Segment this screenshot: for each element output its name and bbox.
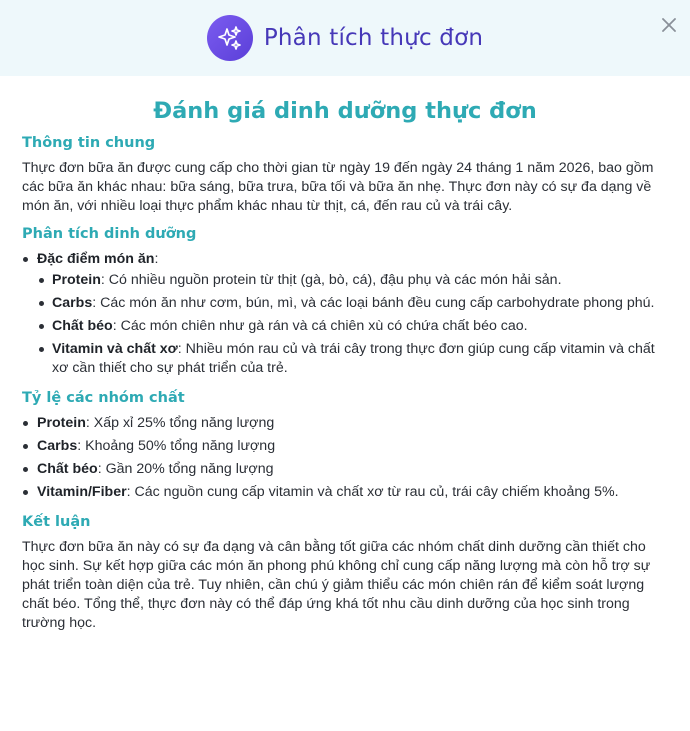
- section-general: [22, 135, 668, 216]
- close-icon: [662, 18, 676, 32]
- section-title-ratio: Tỷ lệ các nhóm chất: [22, 390, 185, 406]
- conclusion-text: Thực đơn bữa ăn này có sự đa dạng và cân bằng tốt giữa các nhóm chất dinh dưỡng cần thiết cho học sinh. Sự kết hợp giữa các món ăn phong phú không chỉ cung cấp năng lượng mà còn hỗ trợ sự phát triển toàn diện của trẻ. Tuy nhiên, cần chú ý giảm thiểu các món chiên rán để kiểm soát lượng chất béo. Tổng thể, thực đơn này có thể đáp ứng khá tốt nhu cầu dinh dưỡng của học sinh trong trường học.: [22, 539, 651, 631]
- list-item: [22, 460, 668, 479]
- item-label: Vitamin/Fiber: [37, 484, 127, 500]
- item-label: Protein: [52, 272, 101, 288]
- bullet-suffix: :: [154, 251, 159, 267]
- item-text: : Gần 20% tổng năng lượng: [97, 461, 274, 477]
- item-text: : Các món ăn như cơm, bún, mì, và các loại bánh đều cung cấp carbohydrate phong phú.: [92, 295, 655, 311]
- item-label: Protein: [37, 415, 86, 431]
- list-item: [22, 414, 668, 433]
- section-title-general: Thông tin chung: [22, 135, 156, 151]
- section-title-conclusion: Kết luận: [22, 514, 91, 530]
- section-analysis: [22, 226, 668, 378]
- item-text: : Có nhiều nguồn protein từ thịt (gà, bò, cá), đậu phụ và các món hải sản.: [100, 272, 562, 288]
- header-title-group: [207, 15, 483, 61]
- bullet-label: Đặc điểm món ăn: [37, 251, 155, 267]
- section-conclusion: [22, 514, 668, 633]
- item-label: Chất béo: [52, 318, 113, 334]
- item-label: Vitamin và chất xơ: [52, 341, 178, 357]
- list-item: [22, 483, 668, 502]
- item-text: : Xấp xỉ 25% tổng năng lượng: [85, 415, 275, 431]
- item-text: : Các nguồn cung cấp vitamin và chất xơ từ rau củ, trái cây chiếm khoảng 5%.: [126, 484, 619, 500]
- item-text: : Nhiều món rau củ và trái cây trong thực đơn giúp cung cấp vitamin và chất xơ cần thiết cho sự phát triển của trẻ.: [52, 341, 655, 376]
- general-text: Thực đơn bữa ăn được cung cấp cho thời gian từ ngày 19 đến ngày 24 tháng 1 năm 2026, bao gồm các bữa ăn khác nhau: bữa sáng, bữa trưa, bữa tối và bữa ăn nhẹ. Thực đơn này có sự đa dạng về món ăn, với nhiều loại thực phẩm khác nhau từ thịt, cá, đến rau củ và trái cây.: [22, 160, 654, 214]
- analysis-list: [22, 250, 668, 378]
- list-item: [37, 294, 668, 313]
- dialog-content: [0, 76, 690, 633]
- section-ratio: [22, 390, 668, 502]
- report-title: Đánh giá dinh dưỡng thực đơn: [153, 98, 537, 124]
- list-item: [22, 250, 668, 378]
- item-label: Carbs: [37, 438, 78, 454]
- list-item: [22, 437, 668, 456]
- section-title-analysis: Phân tích dinh dưỡng: [22, 226, 197, 242]
- item-text: : Các món chiên như gà rán và cá chiên xù có chứa chất béo cao.: [112, 318, 528, 334]
- list-item: [37, 271, 668, 290]
- ratio-list: [22, 414, 668, 502]
- list-item: [37, 340, 668, 378]
- analysis-sublist: [37, 271, 668, 378]
- item-text: : Khoảng 50% tổng năng lượng: [77, 438, 276, 454]
- dialog-title: Phân tích thực đơn: [263, 25, 484, 51]
- close-button[interactable]: [658, 14, 680, 36]
- list-item: [37, 317, 668, 336]
- sparkles-icon: [207, 15, 253, 61]
- dialog-header: [0, 0, 690, 76]
- item-label: Chất béo: [37, 461, 98, 477]
- item-label: Carbs: [52, 295, 93, 311]
